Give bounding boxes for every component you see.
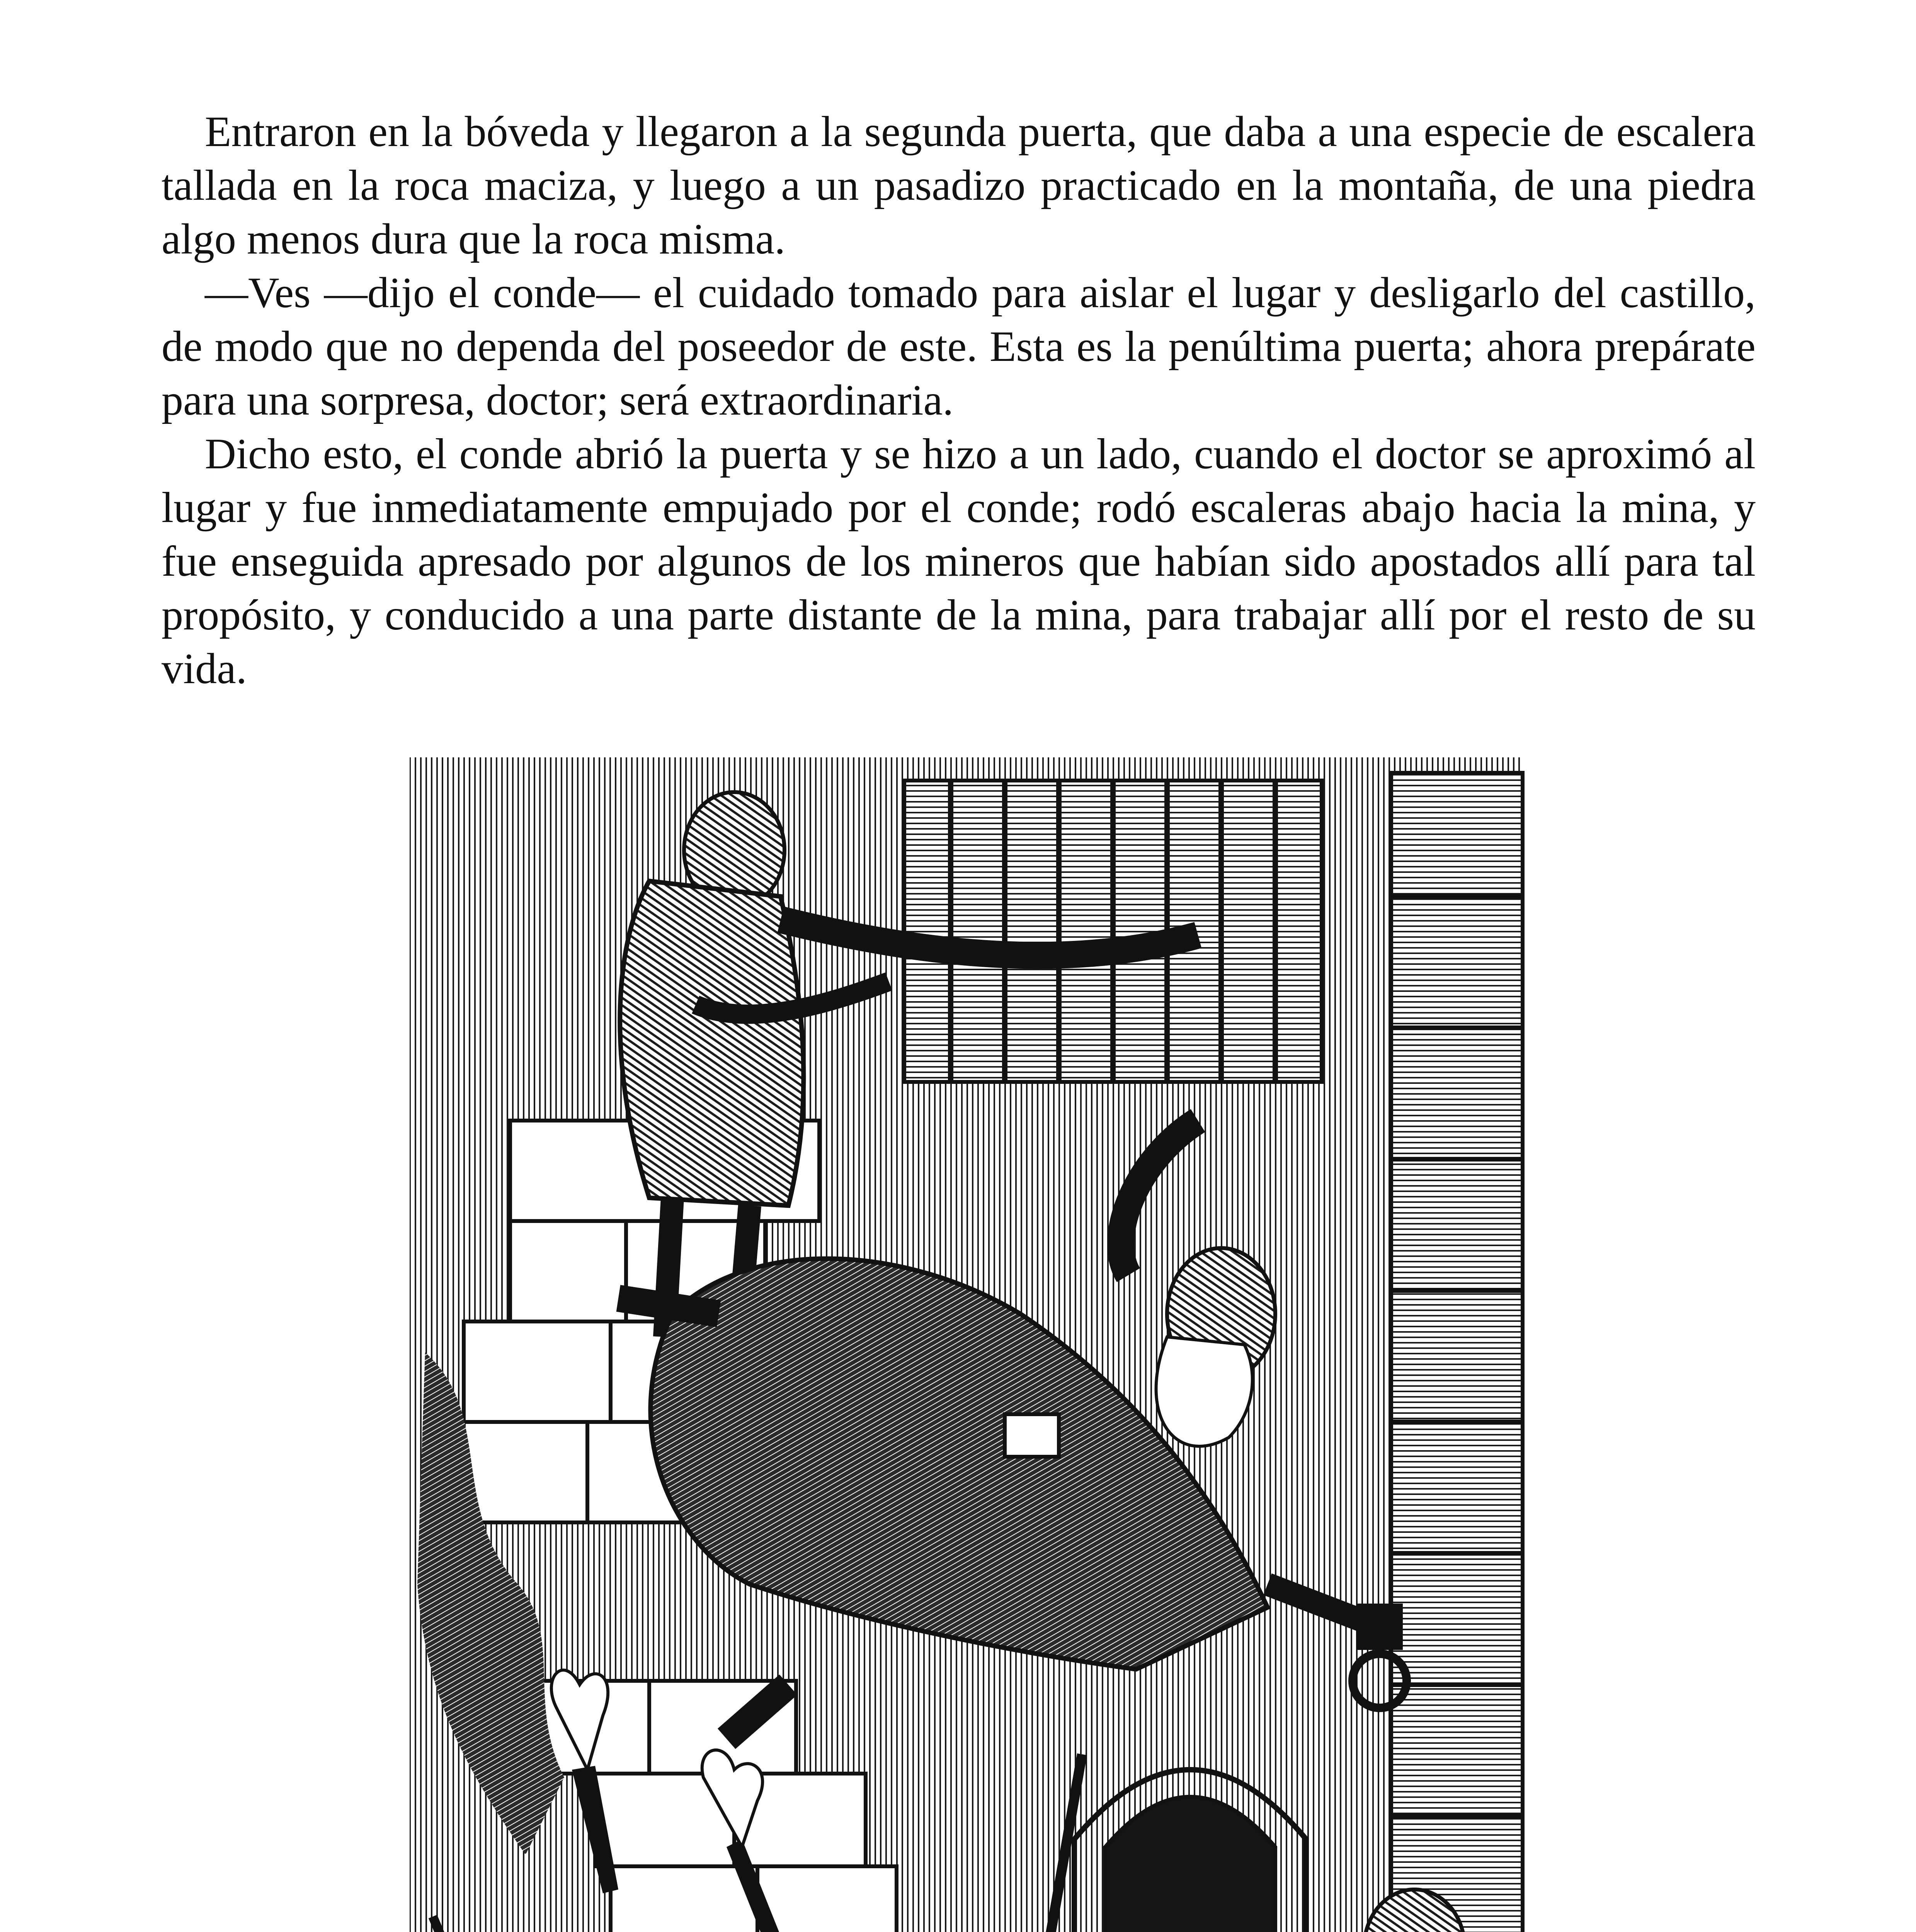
stone-pillar [1391,773,1523,1932]
paragraph: Dicho esto, el conde abrió la puerta y se hizo a un lado, cuando el doctor se aproximó al lugar y fue inmediatamente empujado por el conde; rodó escaleras abajo hacia la mina, y fue enseguida apresado por algunos de los mineros que habían sido apostados allí para tal propósito, y conducido a una parte distante de la mina, para trabajar allí por el resto de su vida. [162,430,1756,693]
paragraph: Entraron en la bóveda y llegaron a la segunda puerta, que daba a una especie de escalera tallada en la roca maciza, y luego a un pasadizo practicado en la montaña, de una piedra algo menos dura que la roca misma. [162,108,1756,263]
engraving-illustration [402,734,1530,1932]
paragraph: —Ves —dijo el conde— el cuidado tomado para aislar el lugar y desligarlo del castillo, de modo que no dependa del poseedor de este. Esta es la penúltima puerta; ahora prepárate para una sorpresa, doctor; será extraordinaria. [162,269,1756,424]
top-text-block [162,105,1756,696]
